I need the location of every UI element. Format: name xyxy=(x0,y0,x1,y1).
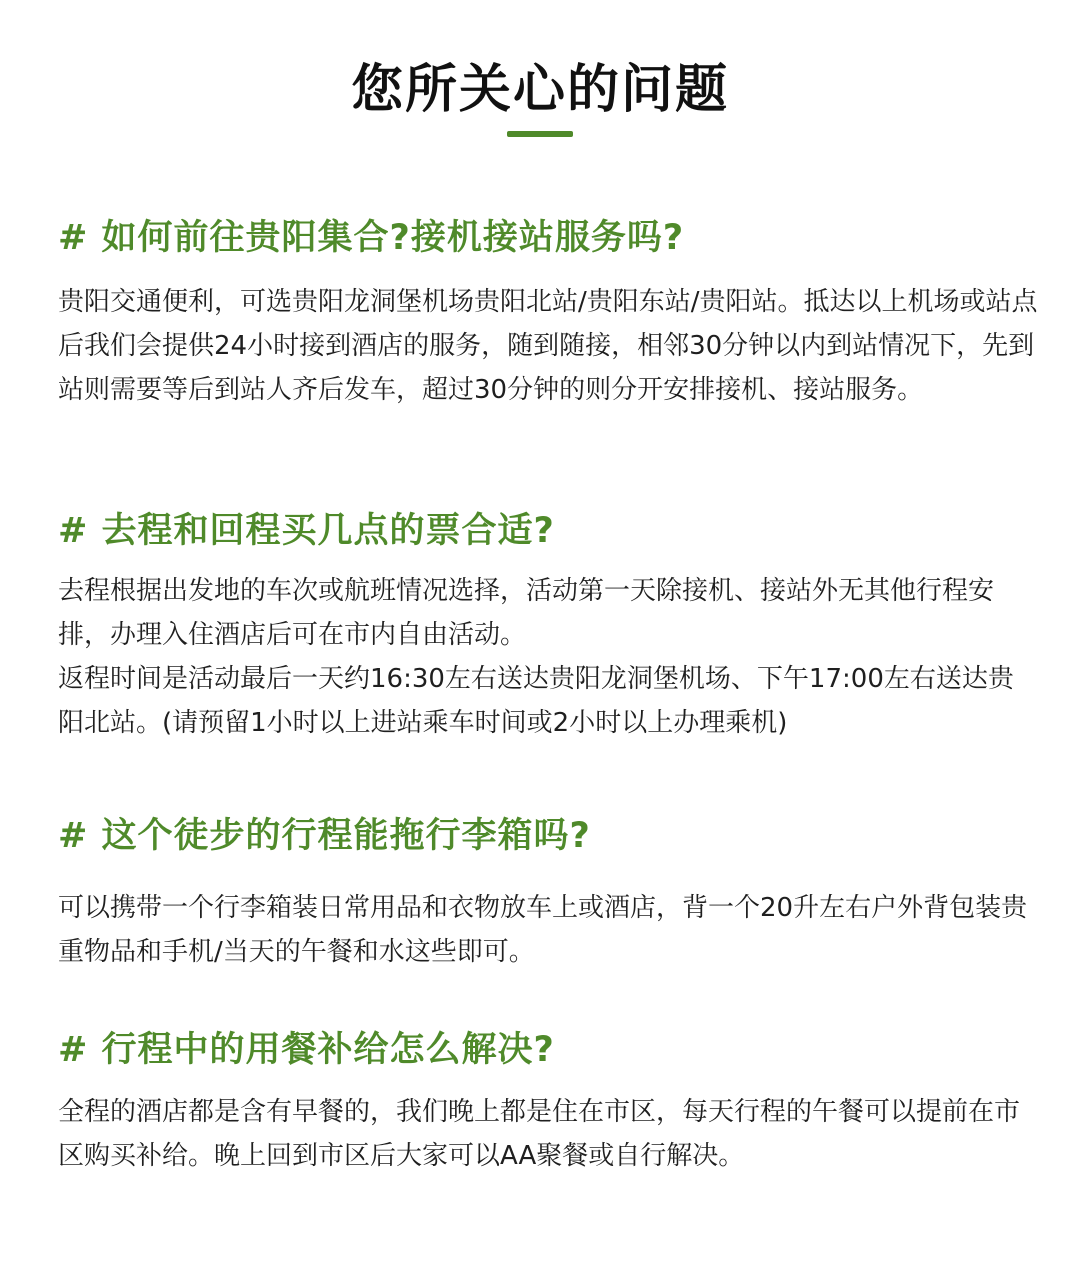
faq-answer-paragraph: 返程时间是活动最后一天约16:30左右送达贵阳龙洞堡机场、下午17:00左右送达贵阳北站。(请预留1小时以上进站乘车时间或2小时以上办理乘机) xyxy=(58,664,1014,738)
faq-question: # 去程和回程买几点的票合适? xyxy=(58,511,555,551)
faq-answer-paragraph: 去程根据出发地的车次或航班情况选择，活动第一天除接机、接站外无其他行程安排，办理入住酒店后可在市内自由活动。 xyxy=(58,576,995,650)
faq-answer xyxy=(58,280,1038,412)
faq-answer-paragraph: 全程的酒店都是含有早餐的，我们晚上都是住在市区，每天行程的午餐可以提前在市区购买补给。晚上回到市区后大家可以AA聚餐或自行解决。 xyxy=(58,1097,1021,1171)
faq-answer xyxy=(58,569,1038,745)
faq-question: # 行程中的用餐补给怎么解决? xyxy=(58,1030,555,1070)
faq-answer-paragraph: 可以携带一个行李箱装日常用品和衣物放车上或酒店，背一个20升左右户外背包装贵重物品和手机/当天的午餐和水这些即可。 xyxy=(58,893,1028,967)
faq-item-meals xyxy=(58,1026,1038,1178)
faq-answer-paragraph: 贵阳交通便利，可选贵阳龙洞堡机场贵阳北站/贵阳东站/贵阳站。抵达以上机场或站点后我们会提供24小时接到酒店的服务，随到随接，相邻30分钟以内到站情况下，先到站则需要等后到站人齐后发车，超过30分钟的则分开安排接机、接站服务。 xyxy=(58,287,1038,405)
faq-question: # 这个徒步的行程能拖行李箱吗? xyxy=(58,816,591,856)
title-underline xyxy=(507,131,573,137)
faq-item-tickets xyxy=(58,507,1038,745)
faq-item-luggage xyxy=(58,812,1038,974)
page-title: 您所关心的问题 xyxy=(350,60,729,120)
faq-item-transport xyxy=(58,214,1038,412)
faq-answer xyxy=(58,886,1038,974)
faq-answer xyxy=(58,1090,1038,1178)
faq-question: # 如何前往贵阳集合?接机接站服务吗? xyxy=(58,218,685,258)
